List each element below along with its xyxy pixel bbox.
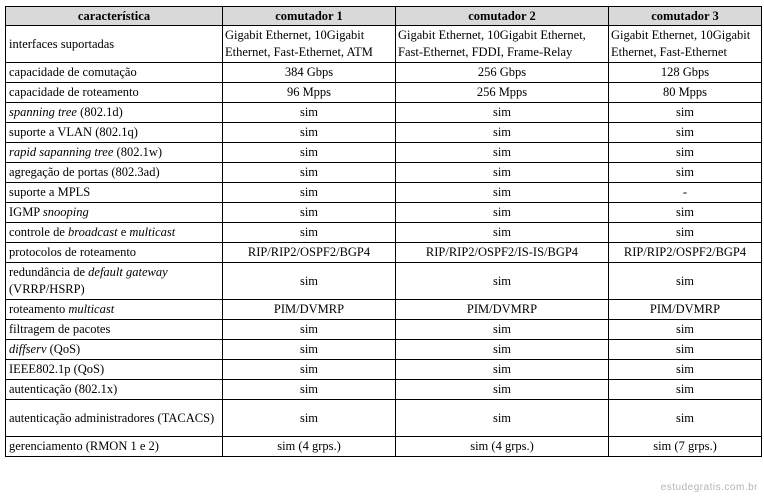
feature-text: IGMP: [9, 205, 43, 219]
feature-cell: [6, 380, 223, 400]
value-cell-comutador-1: sim: [223, 123, 396, 143]
value-cell-comutador-2: sim: [396, 223, 609, 243]
feature-text: rapid sapanning tree: [9, 145, 114, 159]
feature-text: agregação de portas (802.3ad): [9, 165, 160, 179]
feature-cell: [6, 83, 223, 103]
feature-text: interfaces suportadas: [9, 36, 115, 51]
comparison-table: [5, 6, 762, 457]
value-cell-comutador-1: sim: [223, 103, 396, 123]
value-cell-comutador-1: sim: [223, 360, 396, 380]
table-row: [6, 437, 762, 457]
feature-text: suporte a VLAN (802.1q): [9, 125, 138, 139]
value-cell-comutador-3: sim: [609, 143, 762, 163]
value-cell-comutador-2: 256 Mpps: [396, 83, 609, 103]
value-cell-comutador-2: sim: [396, 380, 609, 400]
feature-text: capacidade de roteamento: [9, 85, 139, 99]
table-row: [6, 400, 762, 437]
value-cell-comutador-2: sim: [396, 103, 609, 123]
value-cell-comutador-1: RIP/RIP2/OSPF2/BGP4: [223, 243, 396, 263]
feature-cell: [6, 103, 223, 123]
table-row: [6, 320, 762, 340]
value-cell-comutador-3: sim: [609, 163, 762, 183]
feature-cell: [6, 203, 223, 223]
feature-cell: [6, 300, 223, 320]
feature-text: autenticação (802.1x): [9, 382, 118, 396]
feature-cell: [6, 63, 223, 83]
value-cell-comutador-2: sim: [396, 400, 609, 437]
value-cell-comutador-2: sim: [396, 360, 609, 380]
feature-text: spanning tree: [9, 105, 77, 119]
feature-text: gerenciamento (RMON 1 e 2): [9, 439, 159, 453]
table-row: [6, 243, 762, 263]
feature-text: (802.1w): [113, 145, 163, 159]
value-cell-comutador-1: sim: [223, 263, 396, 300]
value-cell-comutador-1: sim: [223, 320, 396, 340]
feature-cell: [6, 360, 223, 380]
value-cell-comutador-3: sim (7 grps.): [609, 437, 762, 457]
feature-cell: [6, 340, 223, 360]
value-cell-comutador-3: sim: [609, 320, 762, 340]
header-caracteristica: característica: [6, 7, 223, 26]
table-row: [6, 26, 762, 63]
value-cell-comutador-3: 128 Gbps: [609, 63, 762, 83]
value-cell-comutador-3: sim: [609, 103, 762, 123]
value-cell-comutador-3: sim: [609, 360, 762, 380]
value-cell-comutador-2: PIM/DVMRP: [396, 300, 609, 320]
table-row: [6, 103, 762, 123]
table-row: [6, 360, 762, 380]
value-cell-comutador-2: sim: [396, 203, 609, 223]
value-cell-comutador-3: sim: [609, 203, 762, 223]
feature-text: roteamento: [9, 302, 69, 316]
value-cell-comutador-1: sim (4 grps.): [223, 437, 396, 457]
table-row: [6, 183, 762, 203]
value-cell-comutador-2: sim: [396, 163, 609, 183]
feature-cell: [6, 223, 223, 243]
value-cell-comutador-1: 96 Mpps: [223, 83, 396, 103]
value-cell-comutador-1: PIM/DVMRP: [223, 300, 396, 320]
value-cell-comutador-2: 256 Gbps: [396, 63, 609, 83]
value-cell-comutador-1: sim: [223, 143, 396, 163]
feature-cell: [6, 437, 223, 457]
value-cell-comutador-1: sim: [223, 163, 396, 183]
value-cell-comutador-2: sim: [396, 263, 609, 300]
feature-text: default gateway: [88, 265, 168, 279]
value-cell-comutador-2: RIP/RIP2/OSPF2/IS-IS/BGP4: [396, 243, 609, 263]
feature-text: (802.1d): [76, 105, 123, 119]
value-cell-comutador-2: sim (4 grps.): [396, 437, 609, 457]
value-cell-comutador-1: sim: [223, 223, 396, 243]
value-cell-comutador-2: sim: [396, 183, 609, 203]
feature-cell: [6, 123, 223, 143]
table-row: [6, 223, 762, 243]
value-cell-comutador-1: Gigabit Ethernet, 10Gigabit Ethernet, Fast-Ethernet, ATM: [223, 26, 396, 63]
feature-cell: [6, 183, 223, 203]
table-row: [6, 340, 762, 360]
header-comutador-2: comutador 2: [396, 7, 609, 26]
table-row: [6, 123, 762, 143]
feature-text: protocolos de roteamento: [9, 245, 137, 259]
feature-text: IEEE802.1p (QoS): [9, 362, 105, 376]
feature-cell: [6, 143, 223, 163]
table-row: [6, 380, 762, 400]
value-cell-comutador-1: sim: [223, 400, 396, 437]
feature-cell: [6, 163, 223, 183]
feature-cell: [6, 400, 223, 437]
feature-text: e: [117, 225, 130, 239]
value-cell-comutador-1: sim: [223, 183, 396, 203]
value-cell-comutador-1: sim: [223, 380, 396, 400]
value-cell-comutador-1: sim: [223, 340, 396, 360]
feature-text: controle de: [9, 225, 69, 239]
value-cell-comutador-3: sim: [609, 400, 762, 437]
value-cell-comutador-1: 384 Gbps: [223, 63, 396, 83]
value-cell-comutador-3: sim: [609, 380, 762, 400]
value-cell-comutador-1: sim: [223, 203, 396, 223]
table-body: [6, 26, 762, 457]
value-cell-comutador-3: Gigabit Ethernet, 10Gigabit Ethernet, Fast-Ethernet: [609, 26, 762, 63]
feature-text: filtragem de pacotes: [9, 322, 111, 336]
header-comutador-3: comutador 3: [609, 7, 762, 26]
feature-text: redundância de: [9, 265, 89, 279]
value-cell-comutador-3: sim: [609, 263, 762, 300]
table-row: [6, 163, 762, 183]
table-header: [6, 7, 762, 26]
table-row: [6, 143, 762, 163]
value-cell-comutador-3: PIM/DVMRP: [609, 300, 762, 320]
header-row: [6, 7, 762, 26]
feature-text: capacidade de comutação: [9, 65, 137, 79]
feature-text: (VRRP/HSRP): [9, 282, 85, 296]
feature-text: snooping: [42, 205, 89, 219]
table-row: [6, 63, 762, 83]
value-cell-comutador-2: sim: [396, 340, 609, 360]
value-cell-comutador-3: -: [609, 183, 762, 203]
watermark: estudegratis.com.br: [660, 482, 758, 493]
feature-text: broadcast: [68, 225, 118, 239]
value-cell-comutador-3: sim: [609, 223, 762, 243]
feature-text: multicast: [68, 302, 115, 316]
feature-cell: [6, 263, 223, 300]
value-cell-comutador-2: sim: [396, 123, 609, 143]
feature-text: suporte a MPLS: [9, 185, 91, 199]
table-row: [6, 83, 762, 103]
feature-cell: [6, 320, 223, 340]
value-cell-comutador-2: Gigabit Ethernet, 10Gigabit Ethernet, Fast-Ethernet, FDDI, Frame-Relay: [396, 26, 609, 63]
value-cell-comutador-3: sim: [609, 123, 762, 143]
table-row: [6, 300, 762, 320]
value-cell-comutador-2: sim: [396, 143, 609, 163]
value-cell-comutador-3: sim: [609, 340, 762, 360]
header-comutador-1: comutador 1: [223, 7, 396, 26]
feature-text: multicast: [129, 225, 176, 239]
feature-text: (QoS): [46, 342, 81, 356]
table-row: [6, 203, 762, 223]
table-row: [6, 263, 762, 300]
value-cell-comutador-2: sim: [396, 320, 609, 340]
feature-text: autenticação administradores (TACACS): [9, 410, 215, 425]
value-cell-comutador-3: RIP/RIP2/OSPF2/BGP4: [609, 243, 762, 263]
feature-cell: [6, 243, 223, 263]
feature-text: diffserv: [9, 342, 47, 356]
feature-cell: [6, 26, 223, 63]
value-cell-comutador-3: 80 Mpps: [609, 83, 762, 103]
